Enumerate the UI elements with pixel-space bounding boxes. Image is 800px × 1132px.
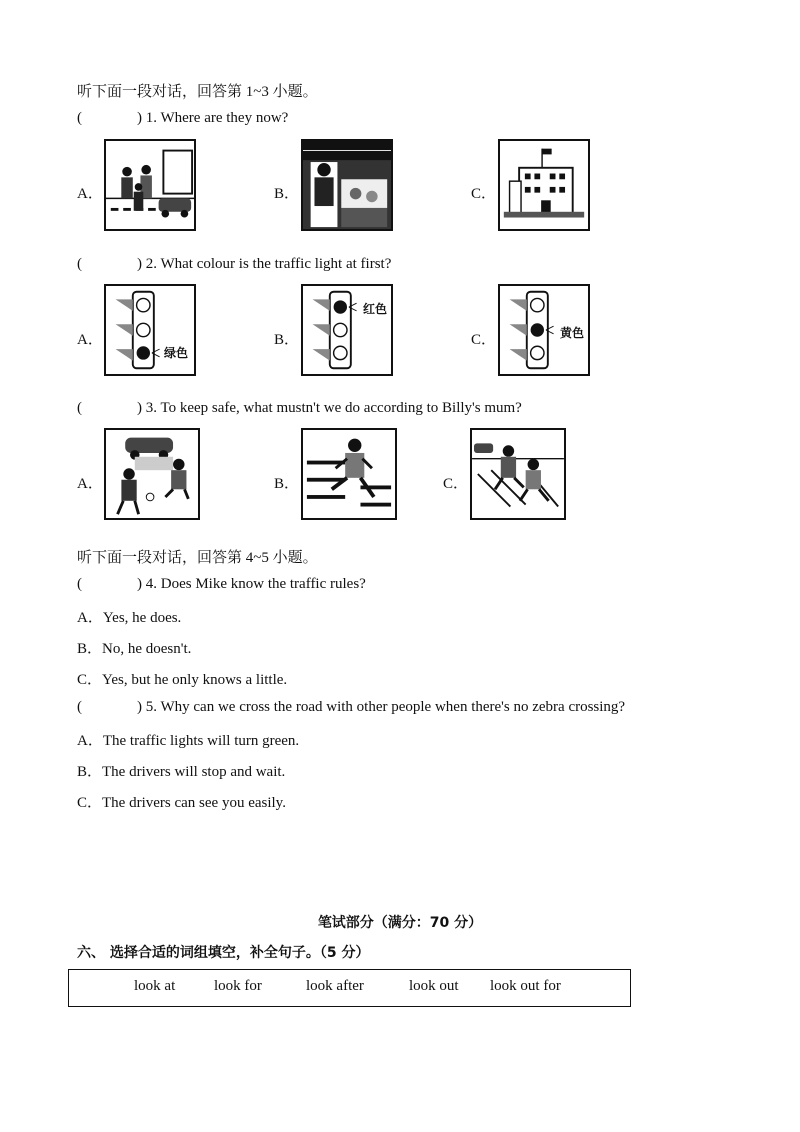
phrase-option: look after (306, 978, 364, 994)
q3-option-b-label: B． (274, 476, 300, 492)
q3-option-b-image-running-on-crossing (301, 428, 397, 520)
q3-option-a-label: A． (77, 476, 103, 492)
answer-blank[interactable]: ( (77, 110, 82, 126)
question-5 (77, 699, 625, 716)
q2-option-b-label: B． (274, 332, 300, 348)
q1-option-c-image-building (498, 139, 590, 231)
q3-option-a-image-playing-near-car (104, 428, 200, 520)
q5-option-b: B．The drivers will stop and wait. (77, 764, 286, 780)
section-2-instruction: 听下面一段对话，回答第 4~5 小题。 (77, 550, 318, 566)
q2-option-b-image-traffic-light (301, 284, 393, 376)
light-label-red: 红色 (363, 302, 388, 316)
phrase-option: look out (409, 978, 459, 994)
answer-blank[interactable]: ( (77, 699, 82, 715)
answer-blank[interactable]: ( (77, 256, 82, 272)
q3-option-c-label: C． (443, 476, 469, 492)
phrase-option: look out for (490, 978, 561, 994)
q2-option-a-label: A． (77, 332, 103, 348)
question-5-text: ) 5. Why can we cross the road with other people when there's no zebra crossing? (137, 699, 626, 715)
phrase-option: look at (134, 978, 176, 994)
phrase-option: look for (214, 978, 262, 994)
word-bank-box (68, 969, 631, 1007)
section-1-instruction: 听下面一段对话，回答第 1~3 小题。 (77, 84, 318, 100)
q1-option-c-label: C． (471, 186, 497, 202)
question-4-text: ) 4. Does Mike know the traffic rules? (137, 576, 366, 592)
answer-blank[interactable]: ( (77, 576, 82, 592)
q5-option-a: A．The traffic lights will turn green. (77, 733, 300, 749)
q1-option-a-label: A． (77, 186, 103, 202)
question-1 (77, 110, 288, 127)
q5-option-c: C．The drivers can see you easily. (77, 795, 286, 811)
light-label-yellow: 黄色 (560, 326, 585, 340)
q1-option-a-image-crossing-street (104, 139, 196, 231)
q2-option-c-image-traffic-light (498, 284, 590, 376)
light-label-green: 绿色 (164, 346, 189, 360)
question-3-text: ) 3. To keep safe, what mustn't we do according to Billy's mum? (137, 400, 522, 416)
q3-option-c-image-racing-across-road (470, 428, 566, 520)
q2-option-c-label: C． (471, 332, 497, 348)
q2-option-a-image-traffic-light (104, 284, 196, 376)
part-6-heading: 六、 选择合适的词组填空，补全句子。（5 分） (77, 945, 370, 961)
q4-option-a: A．Yes, he does. (77, 610, 182, 626)
q1-option-b-image-market (301, 139, 393, 231)
question-3 (77, 400, 522, 417)
question-4 (77, 576, 366, 593)
question-2-text: ) 2. What colour is the traffic light at first? (137, 256, 392, 272)
written-part-title: 笔试部分（满分：70 分） (317, 915, 483, 931)
question-2 (77, 256, 391, 273)
question-1-text: ) 1. Where are they now? (137, 110, 289, 126)
q4-option-c: C．Yes, but he only knows a little. (77, 672, 288, 688)
q4-option-b: B．No, he doesn't. (77, 641, 192, 657)
answer-blank[interactable]: ( (77, 400, 82, 416)
q1-option-b-label: B． (274, 186, 300, 202)
